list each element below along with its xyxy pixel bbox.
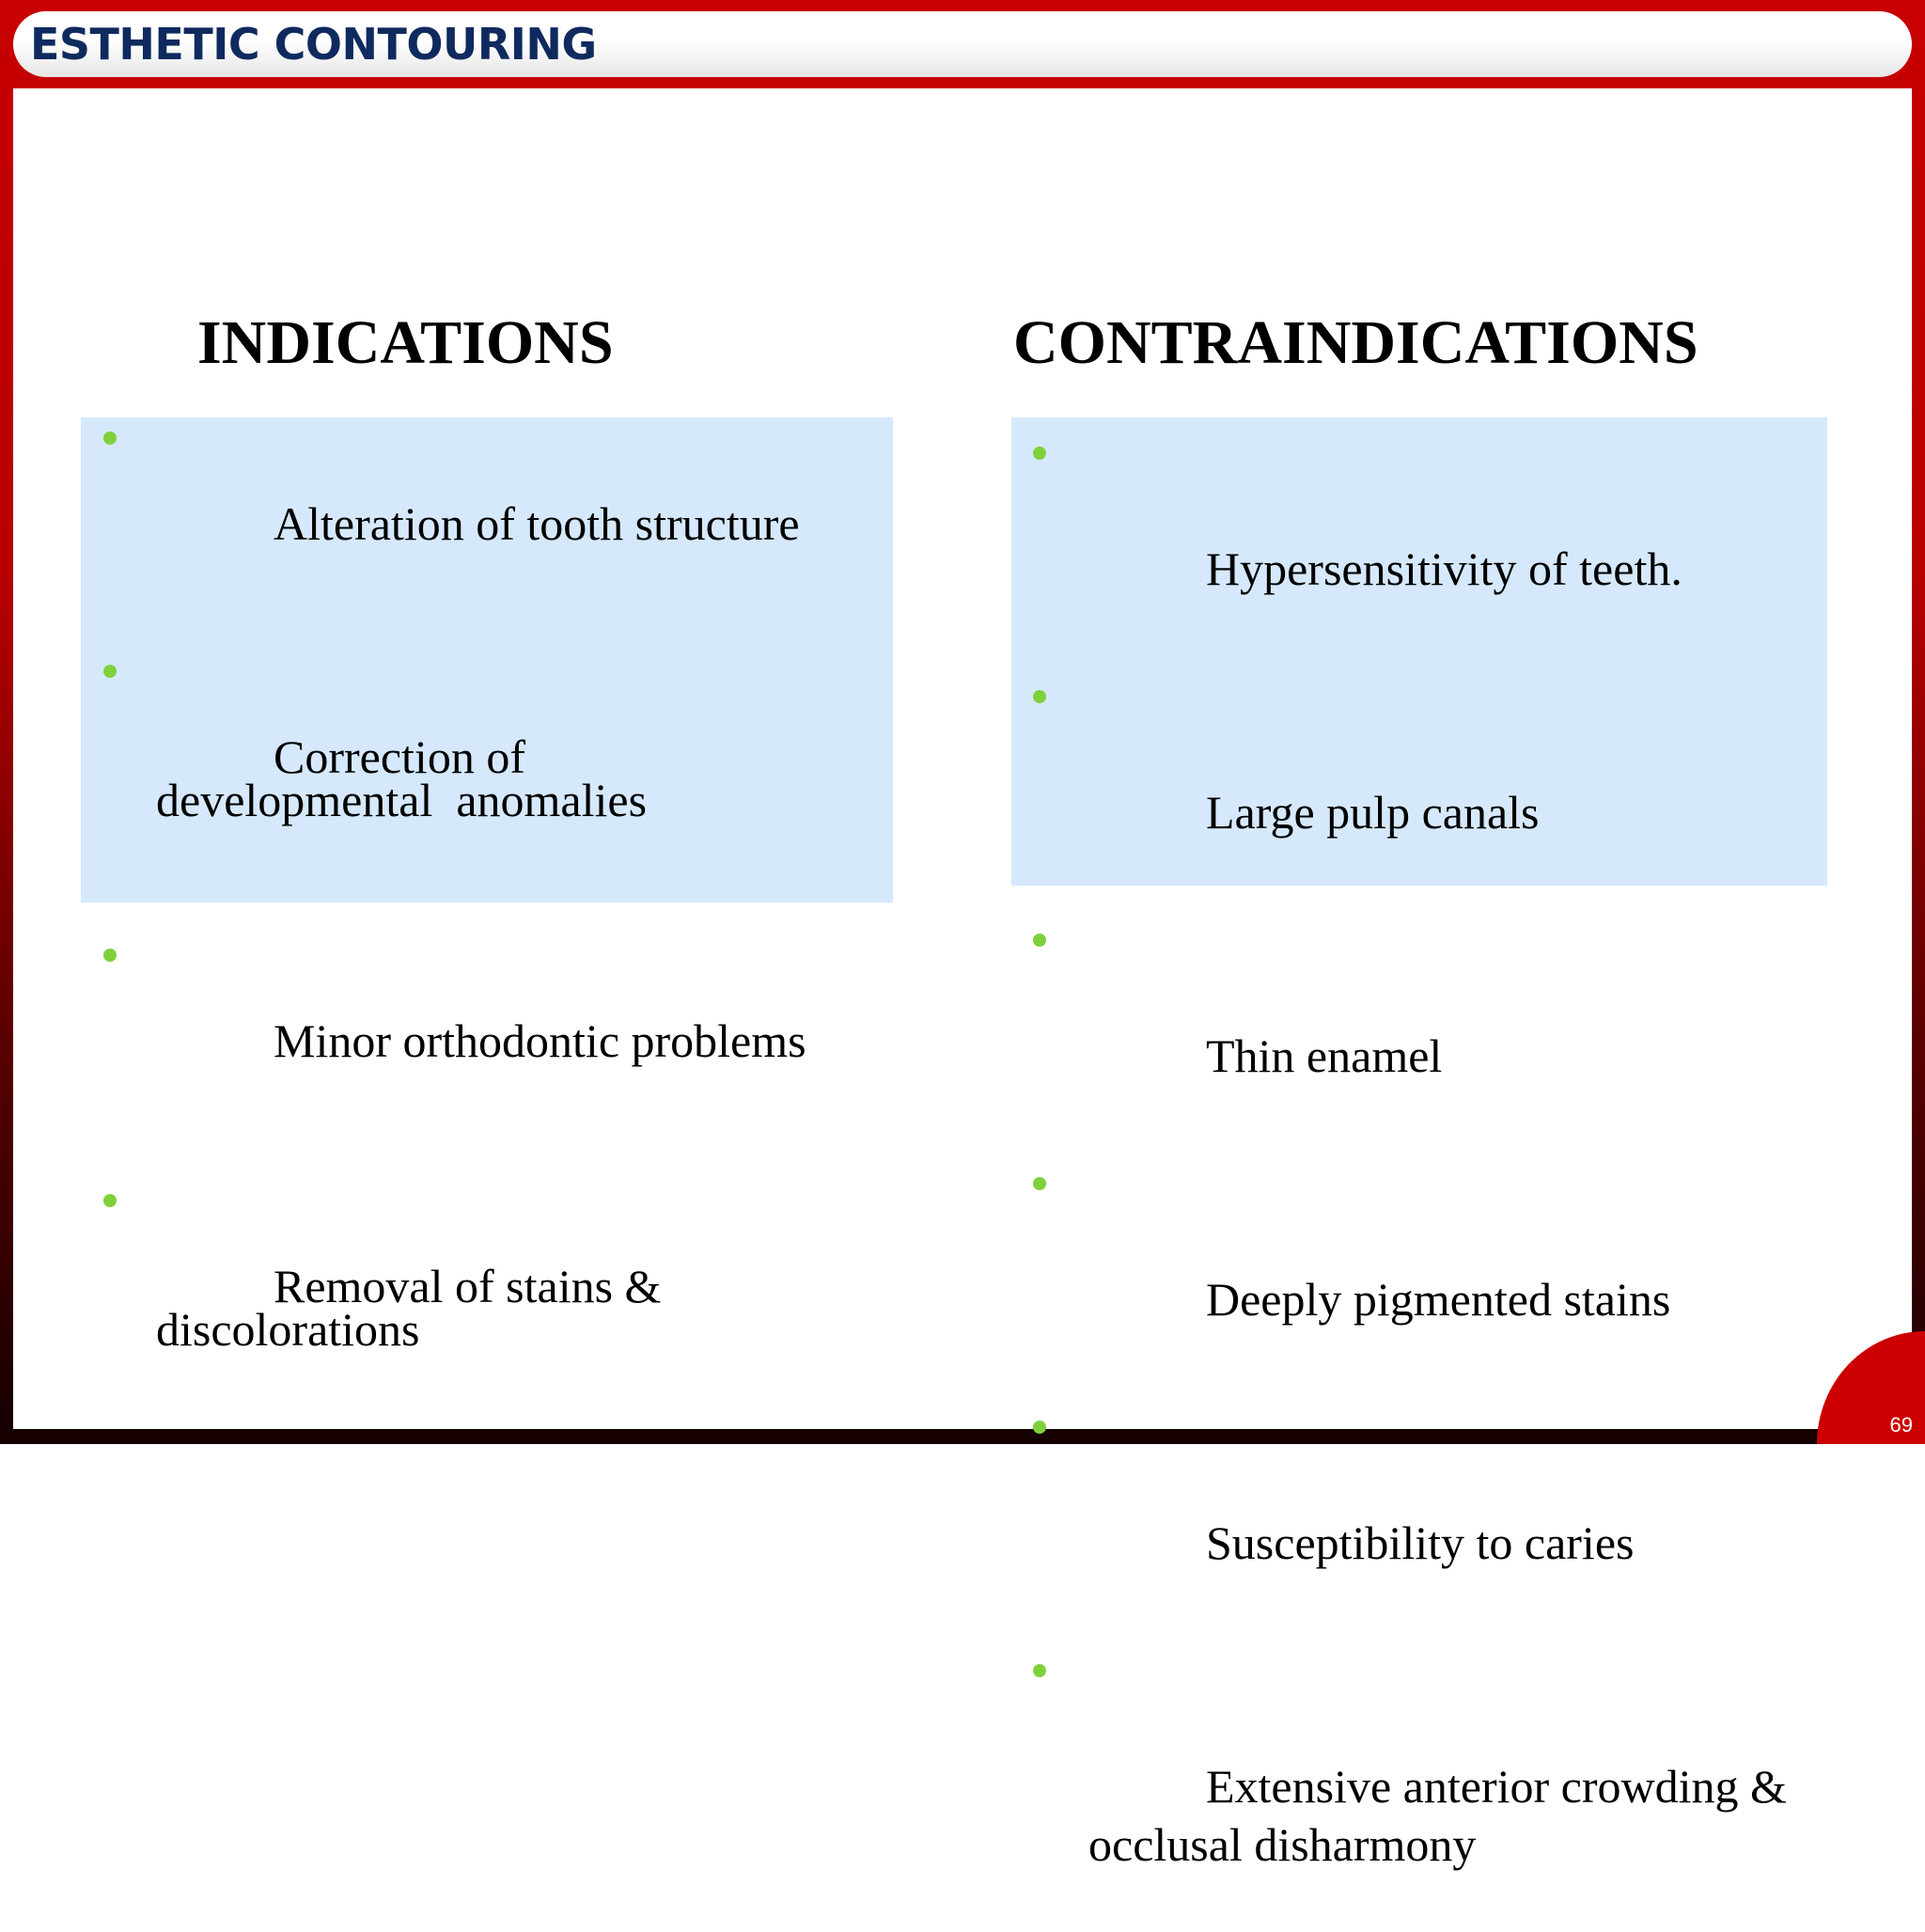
- slide-title: ESTHETIC CONTOURING: [30, 19, 597, 70]
- bullet-icon: [1033, 447, 1046, 460]
- bullet-icon: [103, 1194, 117, 1207]
- bullet-icon: [103, 665, 117, 678]
- list-item-text: Extensive anterior crowding & occlusal disharmony: [1088, 1760, 1787, 1871]
- list-item-text: Alteration of tooth structure: [274, 497, 800, 550]
- list-item-text: Hypersensitivity of teeth.: [1206, 542, 1682, 595]
- list-item: [1011, 423, 1827, 656]
- page-number: 69: [1889, 1413, 1913, 1437]
- contraindications-list: [1011, 417, 1827, 1932]
- bullet-icon: [1033, 1177, 1046, 1190]
- list-item: [81, 416, 893, 589]
- list-item-text: Thin enamel: [1206, 1029, 1443, 1082]
- bullet-icon: [103, 432, 117, 445]
- bullet-icon: [1033, 934, 1046, 947]
- contraindications-heading: CONTRAINDICATIONS: [1013, 308, 1698, 377]
- contraindications-box: [1011, 417, 1827, 1871]
- list-item-text: Deeply pigmented stains: [1206, 1273, 1671, 1326]
- list-item: [1011, 910, 1827, 1143]
- list-item-text: Susceptibility to caries: [1206, 1516, 1635, 1569]
- bullet-icon: [1033, 690, 1046, 703]
- title-bar: [13, 11, 1912, 77]
- list-item: [81, 933, 893, 1106]
- bullet-icon: [1033, 1421, 1046, 1434]
- indications-box: [81, 417, 893, 1356]
- list-item: [81, 1178, 893, 1394]
- list-item-text: Removal of stains & discolorations: [156, 1260, 673, 1356]
- list-item: [1011, 667, 1827, 900]
- list-item-text: Correction of developmental anomalies: [156, 730, 648, 826]
- bullet-icon: [1033, 1664, 1046, 1677]
- list-item-text: Large pulp canals: [1206, 786, 1540, 839]
- list-item: [1011, 1154, 1827, 1387]
- bullet-icon: [103, 949, 117, 962]
- list-item: [1011, 1397, 1827, 1630]
- indications-heading: INDICATIONS: [197, 308, 614, 377]
- list-item: [81, 649, 893, 865]
- list-item-text: Minor orthodontic problems: [274, 1014, 806, 1067]
- slide-content: [13, 88, 1912, 1871]
- indications-list: [81, 416, 893, 1394]
- list-item: [1011, 1641, 1827, 1932]
